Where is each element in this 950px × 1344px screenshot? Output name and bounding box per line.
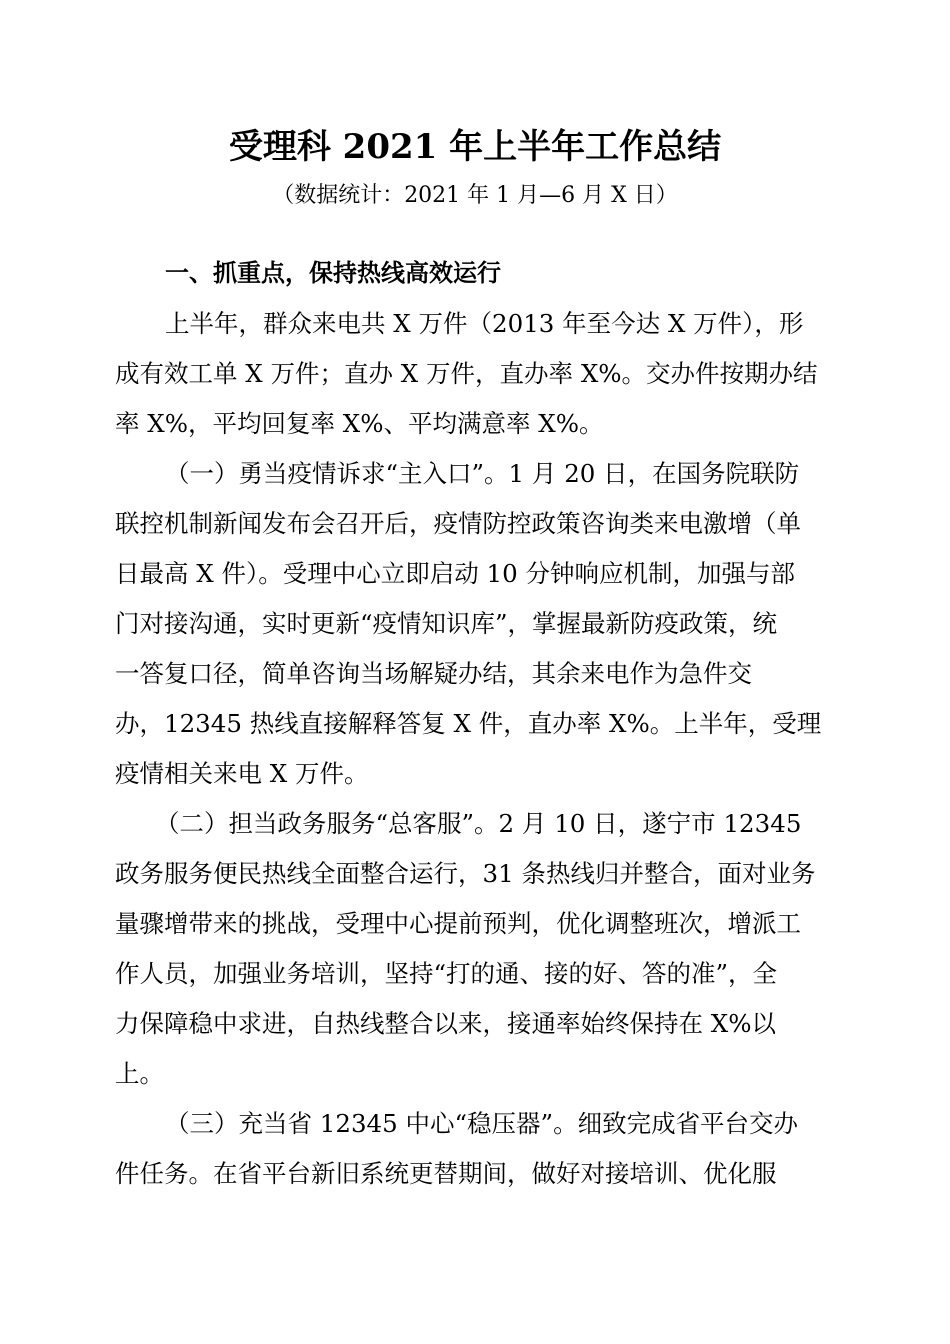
paragraph-line: （二）担当政务服务“总客服”。2 月 10 日，遂宁市 12345 [155, 809, 802, 838]
paragraph-line: 上。 [115, 1059, 164, 1088]
document-subtitle: （数据统计：2021 年 1 月—6 月 X 日） [272, 183, 678, 208]
paragraph-line: 办，12345 热线直接解释答复 X 件，直办率 X%。上半年，受理 [115, 709, 822, 738]
paragraph-line: 一答复口径，简单咨询当场解疑办结，其余来电作为急件交 [115, 659, 752, 688]
section-heading: 一、抓重点，保持热线高效运行 [165, 259, 501, 287]
paragraph-line: 力保障稳中求进，自热线整合以来，接通率始终保持在 X%以 [115, 1009, 777, 1038]
paragraph-line: 作人员，加强业务培训，坚持“打的通、接的好、答的准”，全 [115, 959, 778, 988]
paragraph-line: 量骤增带来的挑战，受理中心提前预判，优化调整班次，增派工 [115, 909, 801, 938]
paragraph-line: 上半年，群众来电共 X 万件（2013 年至今达 X 万件），形 [165, 309, 804, 338]
paragraph-line: 日最高 X 件）。受理中心立即启动 10 分钟响应机制，加强与部 [115, 559, 796, 588]
paragraph-line: 联控机制新闻发布会召开后，疫情防控政策咨询类来电激增（单 [115, 509, 801, 538]
paragraph-line: （一）勇当疫情诉求“主入口”。1 月 20 日，在国务院联防 [165, 459, 800, 488]
paragraph-line: （三）充当省 12345 中心“稳压器”。细致完成省平台交办 [165, 1109, 799, 1138]
paragraph-line: 成有效工单 X 万件；直办 X 万件，直办率 X%。交办件按期办结 [115, 359, 818, 388]
document-title: 受理科 2021 年上半年工作总结 [228, 127, 722, 167]
paragraph-line: 政务服务便民热线全面整合运行，31 条热线归并整合，面对业务 [115, 859, 816, 888]
paragraph-line: 疫情相关来电 X 万件。 [115, 759, 369, 788]
paragraph-line: 门对接沟通，实时更新“疫情知识库”，掌握最新防疫政策，统 [115, 609, 778, 638]
paragraph-line: 件任务。在省平台新旧系统更替期间，做好对接培训、优化服 [115, 1159, 777, 1188]
paragraph-line: 率 X%，平均回复率 X%、平均满意率 X%。 [115, 409, 604, 438]
